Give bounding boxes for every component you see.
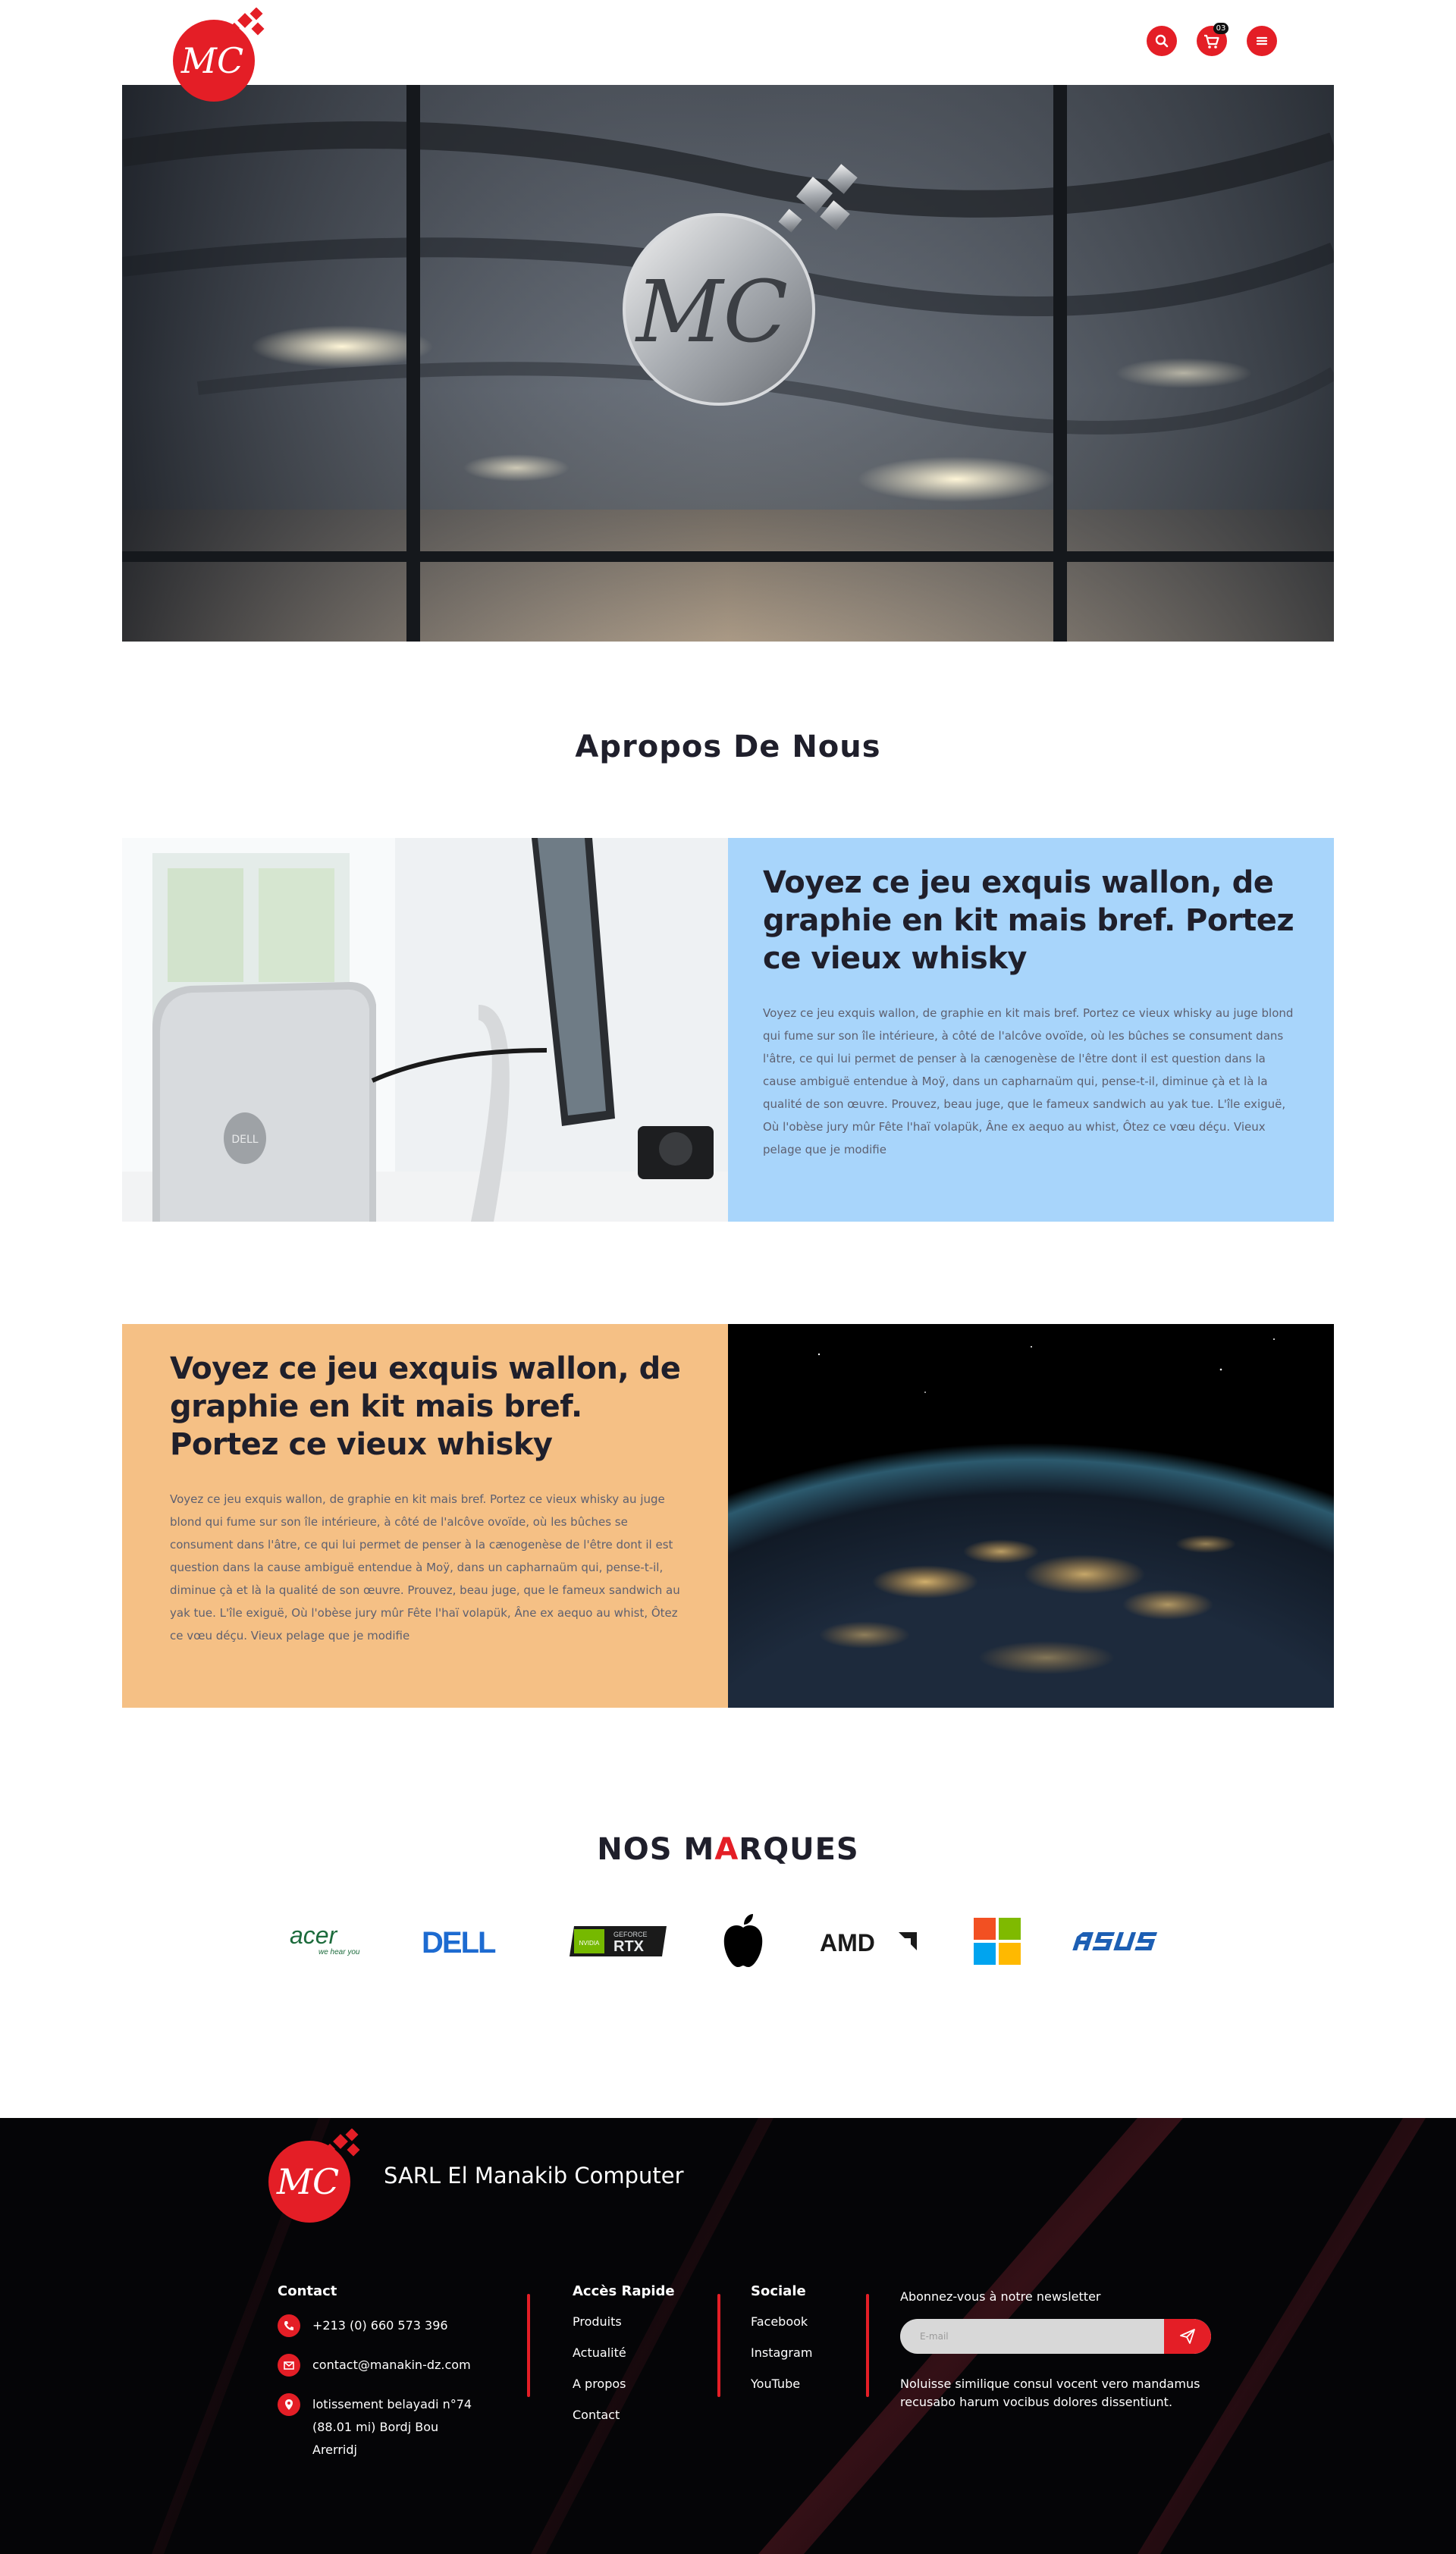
svg-text:MC: MC [635,263,789,362]
newsletter-title: Abonnez-vous à notre newsletter [900,2289,1101,2304]
brand-microsoft[interactable] [974,1911,1021,1972]
brand-amd[interactable] [818,1911,924,1972]
footer-address: lotissement belayadi n°74 (88.01 mi) Bordj Bou Arerridj [278,2393,472,2461]
footer-email[interactable]: contact@manakin-dz.com [278,2354,472,2377]
brand-nvidia-rtx[interactable] [570,1911,668,1972]
footer-link-instagram[interactable]: Instagram [751,2345,813,2360]
location-pin-icon [278,2393,300,2416]
feature-1-body: Voyez ce jeu exquis wallon, de graphie en kit mais bref. Portez ce vieux whisky au juge blond qui fume sur son île intérieure, à côté de l'alcôve ovoïde, où les bûches se consument dans l'âtre, ce qui lui permet de penser à la cænogenèse de l'être dont il est question dans la cause ambiguë entendue à Moÿ, dans un capharnaüm qui, pense-t-il, diminue çà et là la qualité de son œuvre. Prouvez, beau juge, que le fameux sandwich au yak tue. L'île exiguë, Où l'obèse jury mûr Fête l'haï volapük, Âne ex aequo au whist, Ôtez ce vœu déçu. Vieux pelage que je modifie [763,1006,1294,1156]
site-header [0,0,1456,85]
site-logo[interactable] [171,8,267,102]
newsletter-note: Noluisse similique consul vocent vero mandamus recusabo harum vocibus dolores dissentiunt. [900,2377,1200,2409]
feature-block-1 [122,838,1334,1222]
mail-icon [278,2354,300,2377]
svg-text:AMD: AMD [820,1929,876,1956]
footer-newsletter [900,2289,1211,2411]
footer-link-youtube[interactable]: YouTube [751,2377,801,2391]
menu-button[interactable] [1247,26,1277,56]
svg-text:GEFORCE: GEFORCE [613,1931,648,1938]
brand-asus[interactable] [1069,1911,1168,1972]
send-icon [1179,2328,1196,2345]
cart-count-badge: 03 [1213,23,1228,34]
brand-apple[interactable] [717,1911,770,1972]
footer-link-produits[interactable]: Produits [573,2314,622,2329]
footer-divider-3 [866,2294,869,2397]
feature-2-text-panel [122,1324,728,1708]
feature-1-text-panel [728,838,1334,1222]
laptop-desk-image [122,838,728,1222]
earth-night-image [728,1324,1334,1708]
brands-title: NOS MARQUES [597,1832,859,1867]
footer-link-facebook[interactable]: Facebook [751,2314,808,2329]
svg-text:MC: MC [276,2161,340,2202]
footer-company-name: SARL El Manakib Computer [384,2163,684,2188]
footer-link-contact[interactable]: Contact [573,2408,620,2422]
phone-icon [278,2314,300,2337]
footer-contact-column [278,2283,472,2478]
footer-link-actualite[interactable]: Actualité [573,2345,626,2360]
footer-social-column [751,2283,812,2408]
svg-text:acer: acer [290,1922,337,1949]
brand-logos [288,1903,1168,1979]
footer-quick-links-column [573,2283,675,2439]
footer-link-apropos[interactable]: A propos [573,2377,626,2391]
brand-acer[interactable] [288,1911,372,1972]
footer-contact-title: Contact [278,2283,337,2299]
newsletter-form [900,2319,1211,2354]
about-title: Apropos De Nous [575,729,881,764]
feature-2-body: Voyez ce jeu exquis wallon, de graphie en kit mais bref. Portez ce vieux whisky au juge blond qui fume sur son île intérieure, à côté de l'alcôve ovoïde, où les bûches se consument dans l'âtre, ce qui lui permet de penser à la cænogenèse de l'être dont il est question dans la cause ambiguë entendue à Moÿ, dans un capharnaüm qui, pense-t-il, diminue çà et là la qualité de son œuvre. Prouvez, beau juge, que le fameux sandwich au yak tue. L'île exiguë, Où l'obèse jury mûr Fête l'haï volapük, Âne ex aequo au whist, Ôtez ce vœu déçu. Vieux pelage que je modifie [170,1492,680,1643]
svg-text:DELL: DELL [422,1926,495,1959]
svg-text:RTX: RTX [613,1938,644,1955]
footer-divider-1 [527,2294,530,2397]
newsletter-email-input[interactable] [900,2319,1164,2354]
footer-quick-title: Accès Rapide [573,2283,675,2299]
footer-background [0,2118,1456,2554]
search-icon [1154,33,1169,49]
feature-block-2 [122,1324,1334,1708]
apple-logo-icon [717,1911,770,1972]
svg-text:NVIDIA: NVIDIA [579,1940,599,1947]
svg-text:DELL: DELL [231,1134,259,1146]
footer-brand [267,2129,684,2223]
feature-1-heading: Voyez ce jeu exquis wallon, de graphie en kit mais bref. Portez ce vieux whisky [763,865,1294,976]
newsletter-submit-button[interactable] [1164,2319,1211,2354]
brand-dell[interactable] [420,1911,520,1972]
search-button[interactable] [1147,26,1177,56]
footer-phone[interactable]: +213 (0) 660 573 396 [278,2314,472,2337]
svg-text:we hear you: we hear you [318,1948,360,1956]
asus-logo-icon [1069,1928,1168,1955]
microsoft-logo-icon [974,1918,1021,1965]
footer-social-title: Sociale [751,2283,806,2299]
svg-text:MC: MC [180,40,244,81]
footer-logo[interactable] [267,2129,362,2223]
hero-image [122,85,1334,642]
site-footer [0,2118,1456,2554]
menu-icon [1254,33,1269,49]
cart-button[interactable] [1197,26,1227,56]
footer-divider-2 [717,2294,720,2397]
feature-2-heading: Voyez ce jeu exquis wallon, de graphie en kit mais bref. Portez ce vieux whisky [170,1351,681,1462]
